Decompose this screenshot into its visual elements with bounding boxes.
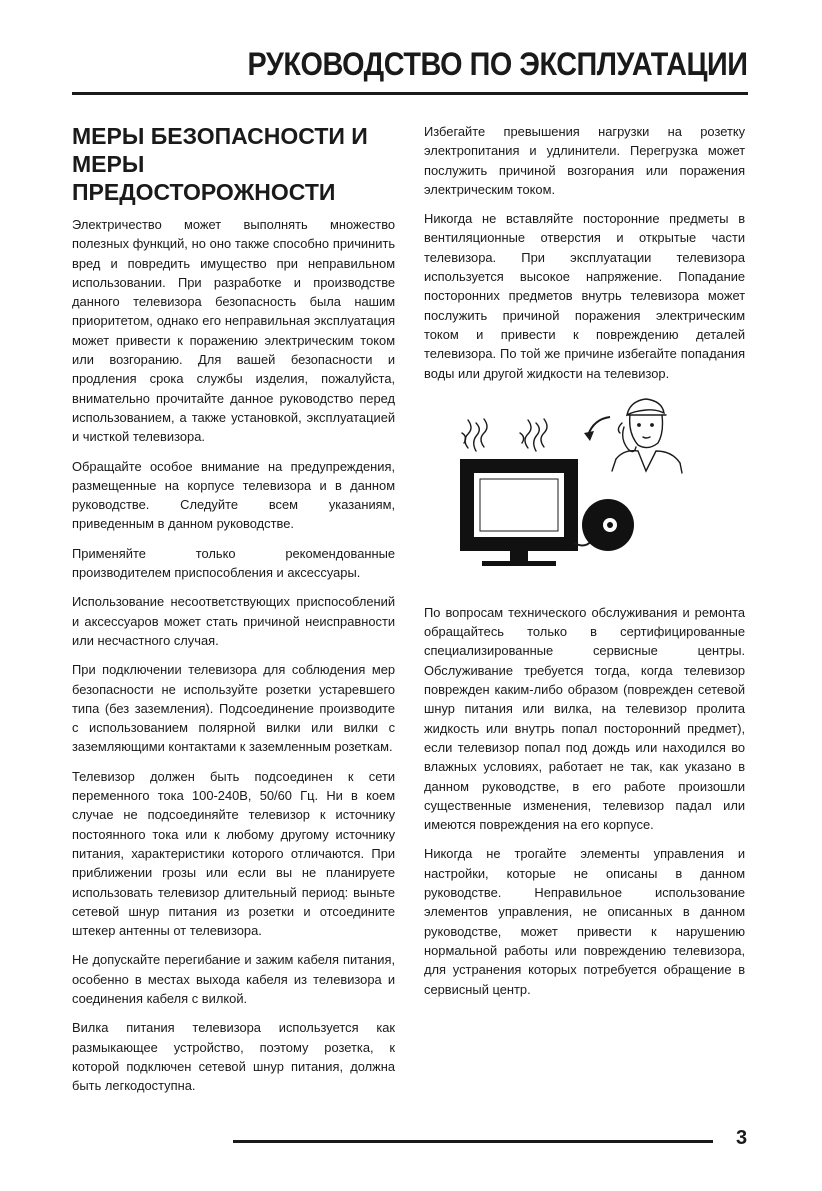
paragraph: Применяйте только рекомендованные производителем приспособления и аксессуары. <box>72 545 396 581</box>
paragraph: Никогда не вставляйте посторонние предметы в вентиляционные отверстия и открытые части телевизора. При эксплуатации телевизора используется высокое напряжение. Попадание посторонних предметов внутрь телевизора может послужить причиной поражения электрическим током и привести к повреждению деталей телевизора. По той же причине избегайте попадания воды или другой жидкости на телевизор. <box>424 211 746 381</box>
header-divider <box>72 92 748 95</box>
footer-divider <box>233 1140 713 1143</box>
paragraph: Обращайте особое внимание на предупреждения, размещенные на корпусе телевизора и в данном руководстве. Следуйте всем указаниям, приведенным в данном руководстве. <box>72 458 396 532</box>
paragraph: Использование несоответствующих приспособлений и аксессуаров может стать причиной неисправности или несчастного случая. <box>72 594 396 648</box>
paragraph: При подключении телевизора для соблюдения мер безопасности не используйте розетки устаревшего типа (без заземления). Подсоединение производите с использованием полярной вилки или вилки с заземляющими контактами к заземленным розеткам. <box>72 662 396 755</box>
paragraph: Никогда не трогайте элементы управления и настройки, которые не описаны в данном руководстве. Неправильное использование элементов управления, не описанных в данном руководстве, может привести к нарушению нормальной работы или повреждению телевизора, для устранения которых потребуется обращение в сервисный центр. <box>424 846 746 997</box>
section-title: МЕРЫ БЕЗОПАСНОСТИ И МЕРЫ ПРЕДОСТОРОЖНОСТИ <box>72 123 368 205</box>
safety-illustration <box>424 393 750 593</box>
page-number: 3 <box>736 1127 748 1149</box>
paragraph: Электричество может выполнять множество полезных функций, но оно также способно причинить вред и повредить имущество при неправильном использовании. При разработке и производстве данного телевизора безопасность была нашим приоритетом, однако его неправильная эксплуатация может привести к поражению электрическим током или возгоранию. Для вашей безопасности и продления срока службы изделия, пожалуйста, внимательно прочитайте данное руководство перед использованием, а также установкой, эксплуатацией и чисткой телевизора. <box>72 217 396 445</box>
left-column <box>72 122 400 1105</box>
right-column <box>424 122 750 1009</box>
paragraph: Телевизор должен быть подсоединен к сети переменного тока 100-240В, 50/60 Гц. Ни в коем случае не подсоединяйте телевизор к источнику постоянного тока или к любому другому источнику питания, характеристики которого отличаются. При приближении грозы или если вы не планируете использовать телевизор длительный период: выньте сетевой шнур питания из розетки и отсоедините штекер антенны от телевизора. <box>72 768 396 939</box>
paragraph: Избегайте превышения нагрузки на розетку электропитания и удлинители. Перегрузка может послужить причиной возгорания или поражения электрическим током. <box>424 124 746 197</box>
paragraph: Вилка питания телевизора используется как размыкающее устройство, поэтому розетка, к которой подключен сетевой шнур питания, должна быть легкодоступна. <box>72 1020 396 1094</box>
page-header-title: РУКОВОДСТВО ПО ЭКСПЛУАТАЦИИ <box>248 46 748 82</box>
paragraph: По вопросам технического обслуживания и ремонта обращайтесь только в сертифицированные специализированные сервисные центры. Обслуживание требуется тогда, когда телевизор поврежден каким-либо образом (поврежден сетевой шнур питания или вилка, на телевизор пролита жидкость или внутрь попал посторонний предмет), если телевизор попал под дождь или находился во влажных условиях, работает не так, как указано в данном руководстве, в его работе произошли существенные изменения, телевизор падал или имеются повреждения на его корпусе. <box>424 604 746 833</box>
paragraph: Не допускайте перегибание и зажим кабеля питания, особенно в местах выхода кабеля из телевизора и соединения кабеля с вилкой. <box>72 952 396 1006</box>
tv-smoke-technician-icon <box>424 393 750 593</box>
